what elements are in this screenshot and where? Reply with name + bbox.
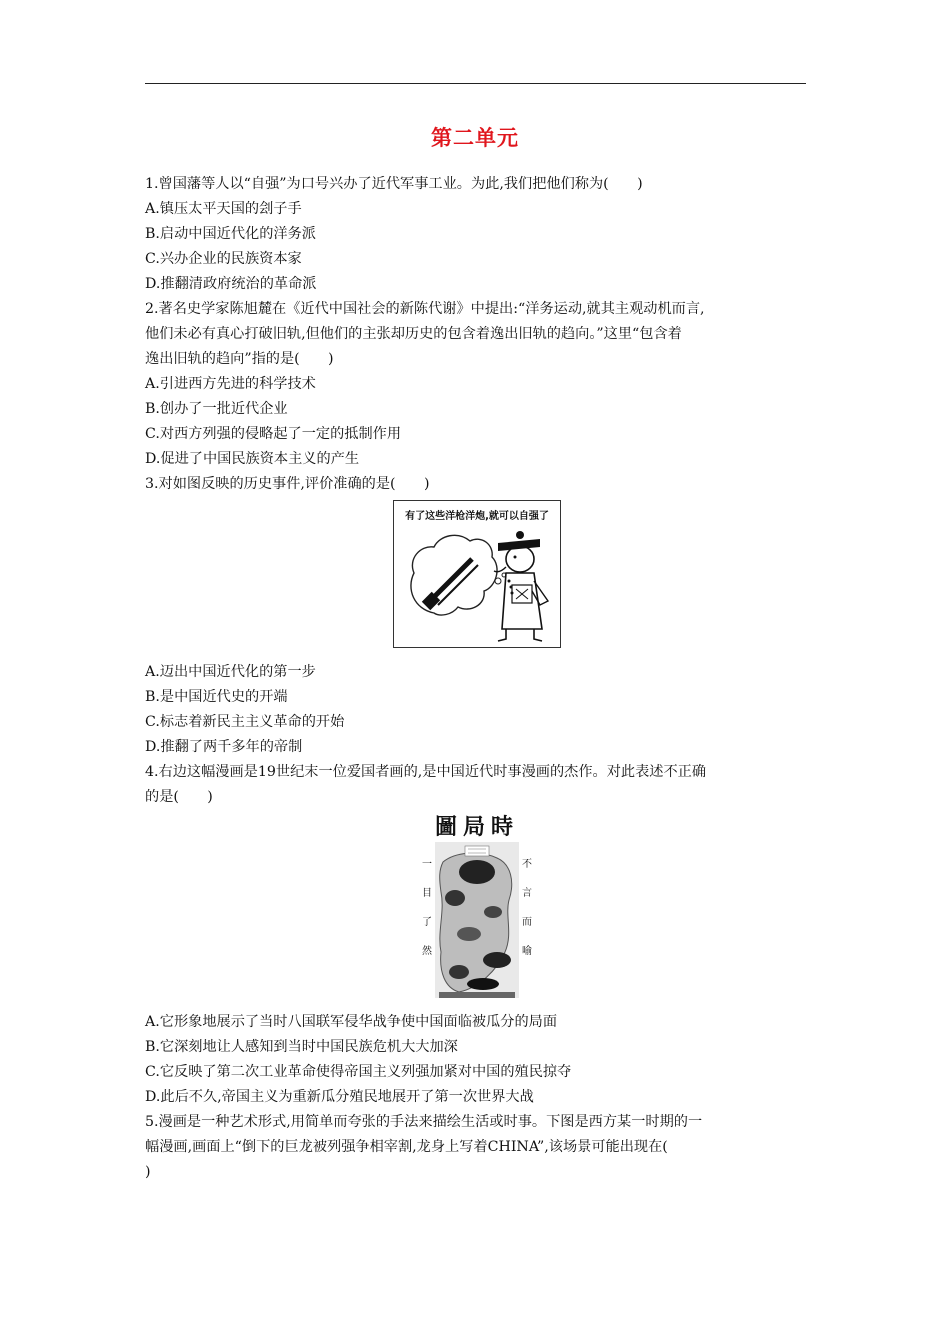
question-stem: ): [145, 1164, 151, 1180]
option-c: C.兴办企业的民族资本家: [145, 251, 302, 267]
option-d: D.推翻清政府统治的革命派: [145, 276, 317, 292]
question-2: [145, 297, 809, 472]
option-b: B.是中国近代史的开端: [145, 689, 288, 705]
cartoon-caption: 有了这些洋枪洋炮,就可以自强了: [405, 511, 549, 522]
question-3: [145, 472, 809, 760]
question-list: [145, 172, 809, 1185]
question-stem: 4.右边这幅漫画是19世纪末一位爱国者画的,是中国近代时事漫画的杰作。对此表述不正确: [145, 764, 707, 780]
option-d: D.促进了中国民族资本主义的产生: [145, 451, 360, 467]
cartoon-left-text: 一 目 了 然: [422, 859, 432, 957]
option-b: B.创办了一批近代企业: [145, 401, 288, 417]
question-stem: 幅漫画,画面上“倒下的巨龙被列强争相宰割,龙身上写着CHINA”,该场景可能出现在(: [145, 1139, 668, 1155]
question-stem: 3.对如图反映的历史事件,评价准确的是( ): [145, 476, 430, 492]
option-a: A.引进西方先进的科学技术: [145, 376, 316, 392]
cartoon-title: 圖局時: [434, 814, 519, 840]
option-c: C.标志着新民主主义革命的开始: [145, 714, 345, 730]
question-stem: 1.曾国藩等人以“自强”为口号兴办了近代军事工业。为此,我们把他们称为( ): [145, 176, 643, 192]
option-b: B.启动中国近代化的洋务派: [145, 226, 316, 242]
option-c: C.对西方列强的侵略起了一定的抵制作用: [145, 426, 402, 442]
question-4: [145, 760, 809, 1110]
page-title: 第二单元: [431, 126, 519, 150]
question-stem: 的是( ): [145, 789, 213, 805]
official-cartoon-illustration: [394, 501, 561, 648]
option-a: A.迈出中国近代化的第一步: [145, 664, 316, 680]
option-a: A.镇压太平天国的刽子手: [145, 201, 302, 217]
option-b: B.它深刻地让人感知到当时中国民族危机大大加深: [145, 1039, 458, 1055]
cartoon-right-text: 不 言 而 喻: [522, 859, 532, 957]
question-stem: 5.漫画是一种艺术形式,用简单而夸张的手法来描绘生活或时事。下图是西方某一时期的一: [145, 1114, 703, 1130]
option-d: D.此后不久,帝国主义为重新瓜分殖民地展开了第一次世界大战: [145, 1089, 534, 1105]
header-rule: [145, 83, 806, 84]
question-stem: 他们未必有真心打破旧轨,但他们的主张却历史的包含着逸出旧轨的趋向。”这里“包含着: [145, 326, 682, 342]
option-c: C.它反映了第二次工业革命使得帝国主义列强加紧对中国的殖民掠夺: [145, 1064, 572, 1080]
cartoon-official-figure: [393, 500, 561, 648]
shijutu-cartoon-figure: [421, 814, 533, 1000]
china-map-illustration: [435, 842, 519, 998]
question-stem: 2.著名史学家陈旭麓在《近代中国社会的新陈代谢》中提出:“洋务运动,就其主观动机而言,: [145, 301, 705, 317]
question-5: [145, 1110, 809, 1185]
option-a: A.它形象地展示了当时八国联军侵华战争使中国面临被瓜分的局面: [145, 1014, 558, 1030]
question-stem: 逸出旧轨的趋向”指的是( ): [145, 351, 334, 367]
option-d: D.推翻了两千多年的帝制: [145, 739, 303, 755]
question-1: [145, 172, 809, 297]
